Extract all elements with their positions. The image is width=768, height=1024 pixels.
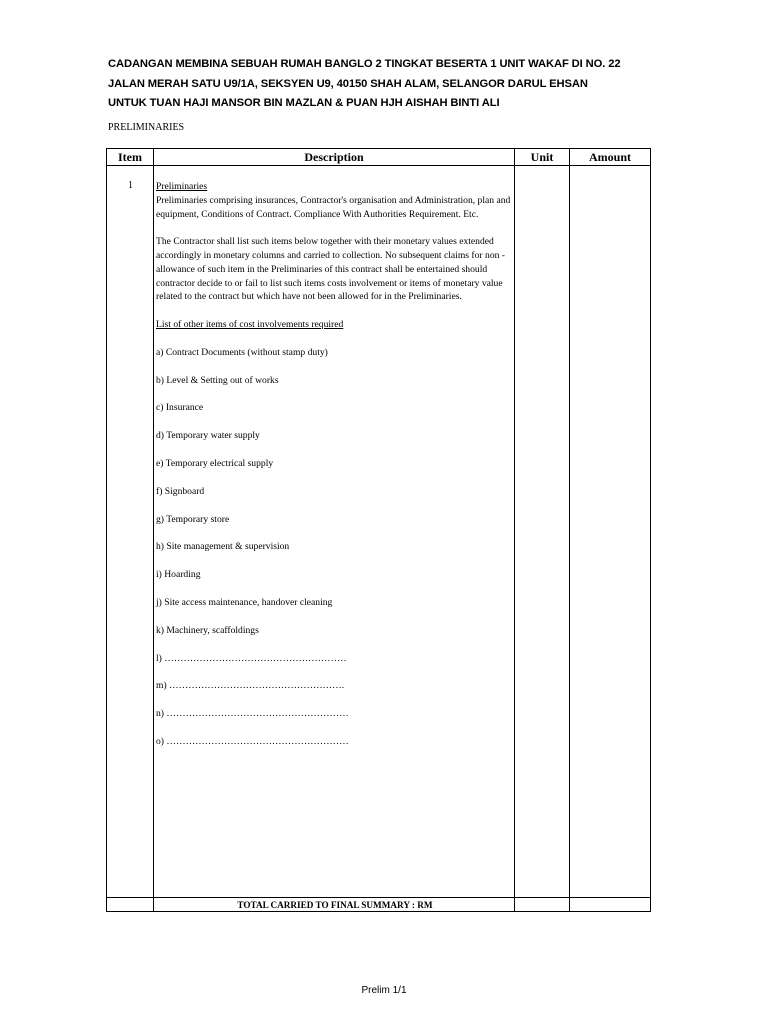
list-item: b) Level & Setting out of works — [156, 374, 279, 386]
header-line-1: CADANGAN MEMBINA SEBUAH RUMAH BANGLO 2 TINGKAT BESERTA 1 UNIT WAKAF DI NO. 22 — [108, 58, 621, 70]
list-item: e) Temporary electrical supply — [156, 457, 274, 469]
item-number: 1 — [128, 180, 133, 191]
list-item: h) Site management & supervision — [156, 541, 290, 553]
section-label: PRELIMINARIES — [108, 122, 185, 133]
contractor-paragraph: The Contractor shall list such items below together with their monetary values extended accordingly in monetary columns and carried to collection. No subsequent claims for non - allowance of such item in the Preliminaries of this contract shall be entertained should contractor decide to or fail to list such items costs involvement or items of monetary value related to the contract but which have not been allowed for in the Preliminaries. — [156, 236, 506, 303]
header-divider — [107, 165, 650, 166]
list-item: j) Site access maintenance, handover cleaning — [156, 596, 333, 608]
bill-of-quantities-table — [106, 148, 651, 912]
total-carried-label: TOTAL CARRIED TO FINAL SUMMARY : RM — [237, 900, 433, 910]
list-item: n) ………………………………………………… — [156, 708, 349, 720]
list-item: d) Temporary water supply — [156, 430, 260, 442]
list-item: g) Temporary store — [156, 513, 230, 525]
page-footer: Prelim 1/1 — [361, 985, 407, 996]
column-header-amount: Amount — [588, 150, 631, 164]
header-line-2: JALAN MERAH SATU U9/1A, SEKSYEN U9, 40150 SHAH ALAM, SELANGOR DARUL EHSAN — [108, 77, 588, 90]
header-line-3: UNTUK TUAN HAJI MANSOR BIN MAZLAN & PUAN HJH AISHAH BINTI ALI — [108, 97, 500, 109]
list-item: c) Insurance — [156, 402, 204, 414]
list-item: o) ………………………………………………… — [156, 735, 349, 747]
item-description — [156, 180, 516, 749]
list-item: m) ………………………………………………. — [156, 680, 345, 692]
list-item: f) Signboard — [156, 485, 205, 497]
list-item: l) ………………………………………………… — [156, 652, 347, 664]
list-heading: List of other items of cost involvements required — [156, 318, 344, 330]
column-header-item: Item — [118, 150, 142, 164]
column-divider — [569, 149, 570, 911]
list-item: k) Machinery, scaffoldings — [156, 624, 259, 636]
item-heading: Preliminaries — [156, 181, 208, 192]
column-divider — [153, 149, 154, 911]
list-item: a) Contract Documents (without stamp duty) — [156, 346, 328, 358]
column-header-unit: Unit — [530, 150, 554, 164]
document-header — [108, 55, 708, 114]
list-item: i) Hoarding — [156, 569, 201, 581]
column-header-description: Description — [304, 150, 364, 164]
item-intro: Preliminaries comprising insurances, Contractor's organisation and Administration, plan and equipment, Conditions of Contract. Compliance With Authorities Requirement. Etc. — [156, 194, 511, 220]
